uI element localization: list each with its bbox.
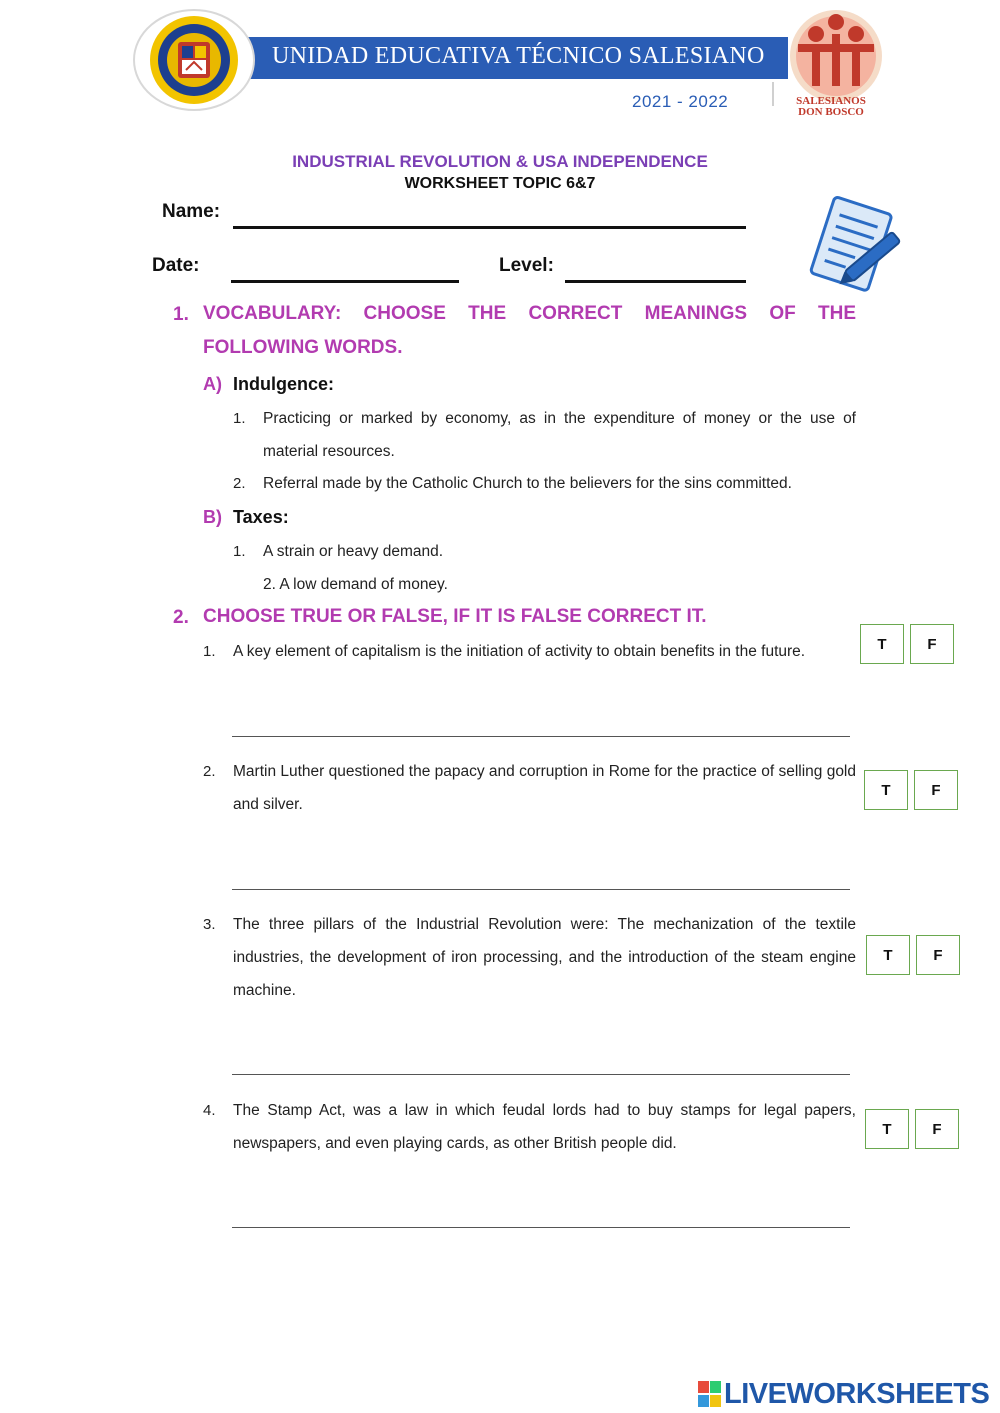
header-divider	[772, 82, 774, 106]
document-pencil-icon	[798, 195, 910, 299]
sub-a-word: Indulgence:	[233, 374, 335, 394]
section-2-heading: CHOOSE TRUE OR FALSE, IF IT IS FALSE CORRECT IT.	[203, 606, 707, 627]
sub-b-word: Taxes:	[233, 507, 289, 527]
question-1-text: A key element of capitalism is the initiation of activity to obtain benefits in the future.	[233, 643, 806, 660]
question-2-true-button[interactable]: T	[864, 770, 908, 810]
sub-b-letter: B)	[203, 507, 222, 527]
liveworksheets-brand[interactable]	[698, 1376, 989, 1412]
taxes-option-1[interactable]: A strain or heavy demand.	[263, 543, 444, 560]
worksheet-subtitle: WORKSHEET TOPIC 6&7	[404, 175, 596, 192]
name-input-line[interactable]	[233, 226, 746, 229]
question-3-true-button[interactable]: T	[866, 935, 910, 975]
indulgence-option-2[interactable]: Referral made by the Catholic Church to the believers for the sins committed.	[263, 475, 792, 492]
school-crest-logo	[132, 8, 256, 112]
question-3-correction-line[interactable]	[232, 1074, 850, 1075]
question-2-false-button[interactable]: F	[914, 770, 958, 810]
section-1-heading-line1: VOCABULARY: CHOOSE THE CORRECT MEANINGS OF THE	[203, 303, 856, 324]
worksheet-title: INDUSTRIAL REVOLUTION & USA INDEPENDENCE	[292, 152, 708, 171]
question-2-text: Martin Luther questioned the papacy and corruption in Rome for the practice of selling gold and silver.	[233, 763, 856, 813]
question-4-true-button[interactable]: T	[865, 1109, 909, 1149]
indulgence-option-2-number: 2.	[233, 475, 246, 492]
question-4-number: 4.	[203, 1102, 216, 1119]
question-4-false-button[interactable]: F	[915, 1109, 959, 1149]
level-label: Level:	[499, 255, 554, 276]
date-input-line[interactable]	[231, 280, 459, 283]
level-input-line[interactable]	[565, 280, 746, 283]
date-label: Date:	[152, 255, 200, 276]
question-1-false-button[interactable]: F	[910, 624, 954, 664]
question-1-correction-line[interactable]	[232, 736, 850, 737]
question-1-number: 1.	[203, 643, 216, 660]
section-2-number: 2.	[173, 607, 189, 628]
question-3-false-button[interactable]: F	[916, 935, 960, 975]
question-4-correction-line[interactable]	[232, 1227, 850, 1228]
question-3-number: 3.	[203, 916, 216, 933]
school-year: 2021 - 2022	[632, 92, 729, 111]
liveworksheets-icon	[698, 1379, 722, 1409]
question-3-text: The three pillars of the Industrial Revolution were: The mechanization of the textile industries, the development of iron processing, and the introduction of the steam engine machine.	[233, 916, 856, 999]
section-1-number: 1.	[173, 304, 189, 325]
question-1-true-button[interactable]: T	[860, 624, 904, 664]
question-2-correction-line[interactable]	[232, 889, 850, 890]
section-1-heading-line2: FOLLOWING WORDS.	[203, 337, 403, 358]
question-4-text: The Stamp Act, was a law in which feudal lords had to buy stamps for legal papers, newspapers, and even playing cards, as other British people did.	[233, 1102, 856, 1152]
liveworksheets-text: LIVEWORKSHEETS	[724, 1377, 990, 1410]
salesianos-logo-text: SALESIANOS DON BOSCO	[796, 95, 866, 118]
name-label: Name:	[162, 201, 221, 222]
indulgence-option-1-number: 1.	[233, 410, 246, 427]
question-2-number: 2.	[203, 763, 216, 780]
taxes-option-1-number: 1.	[233, 543, 246, 560]
school-name: UNIDAD EDUCATIVA TÉCNICO SALESIANO	[272, 43, 765, 69]
sub-a-letter: A)	[203, 374, 222, 394]
indulgence-option-1[interactable]: Practicing or marked by economy, as in the expenditure of money or the use of material resources.	[263, 410, 856, 460]
taxes-option-2[interactable]: 2. A low demand of money.	[263, 576, 448, 593]
